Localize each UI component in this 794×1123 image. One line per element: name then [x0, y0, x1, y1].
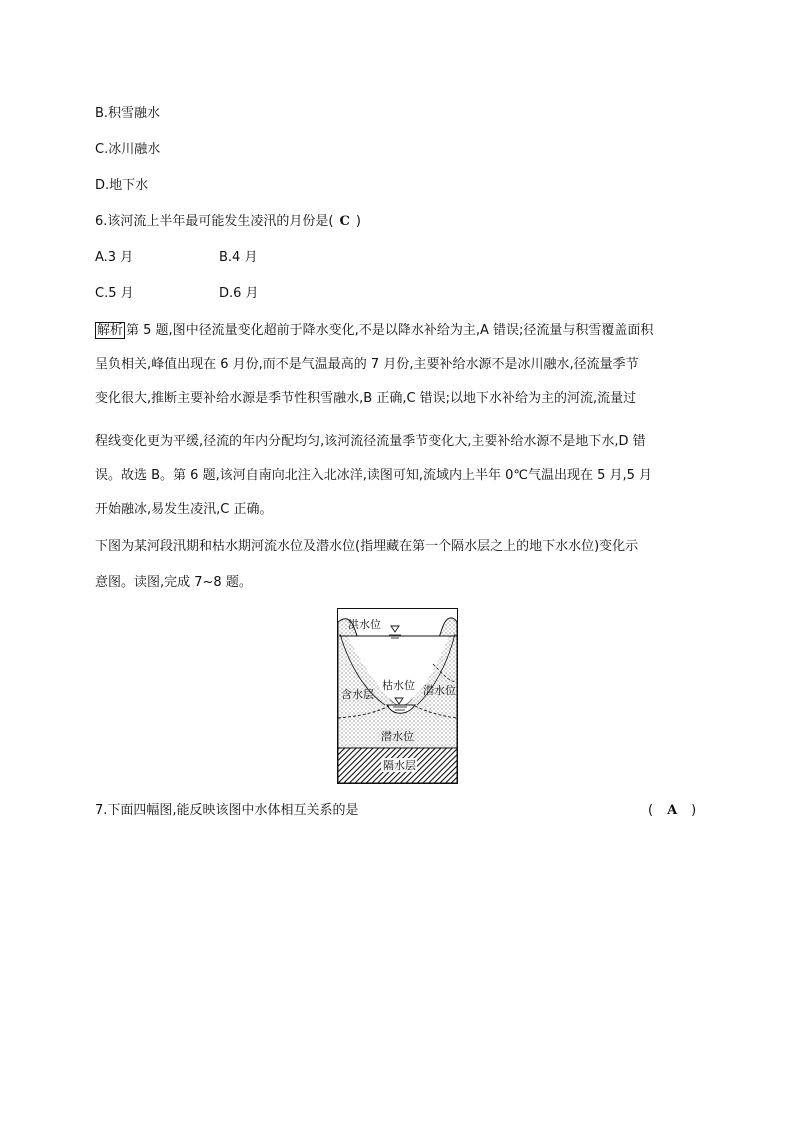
question-6-text: 6.该河流上半年最可能发生凌汛的月份是(: [95, 214, 334, 229]
option-q6-c: C.5 月: [95, 286, 134, 301]
question-7-open-paren: (: [648, 803, 654, 818]
question-6-stem: [95, 212, 361, 232]
label-phreatic-bottom: 潜水位: [381, 730, 414, 743]
analysis-line-4: 程线变化更为平缓,径流的年内分配均匀,该河流径流量季节变化大,主要补给水源不是地下水,D 错: [95, 434, 646, 449]
question-7-stem: 7.下面四幅图,能反映该图中水体相互关系的是: [95, 803, 359, 818]
analysis-line-5: 误。故选 B。第 6 题,该河自南向北注入北冰洋,读图可知,流域内上半年 0℃气温出现在 5 月,5 月: [95, 468, 653, 483]
question-7-answer: A: [667, 803, 678, 818]
analysis-tag: 解析: [97, 323, 124, 338]
question-6-answer: C: [339, 214, 350, 229]
intro-line-2: 意图。读图,完成 7~8 题。: [95, 575, 252, 590]
option-q5-b: B.积雪融水: [95, 106, 161, 121]
label-aquifer: 含水层: [341, 688, 374, 701]
option-q6-a: A.3 月: [95, 250, 134, 265]
label-flood-level: 洪水位: [348, 618, 381, 631]
river-cross-section-diagram: [337, 608, 458, 784]
label-aquiclude: 隔水层: [383, 759, 416, 772]
question-6-close-paren: ): [355, 214, 361, 229]
option-q6-b: B.4 月: [219, 250, 258, 265]
question-7-close-paren: ): [691, 803, 697, 818]
option-q5-c: C.冰川融水: [95, 142, 161, 157]
option-q6-d: D.6 月: [219, 286, 259, 301]
analysis-line-1: [95, 321, 653, 341]
option-q5-d: D.地下水: [95, 178, 149, 193]
label-low-level: 枯水位: [382, 679, 415, 692]
label-phreatic-right: 潜水位: [423, 684, 456, 697]
analysis-text-1: 第 5 题,图中径流量变化超前于降水变化,不是以降水补给为主,A 错误;径流量与积雪覆盖面积: [126, 323, 654, 338]
intro-line-1: 下图为某河段汛期和枯水期河流水位及潜水位(指埋藏在第一个隔水层之上的地下水水位)变化示: [95, 539, 639, 554]
analysis-line-6: 开始融冰,易发生凌汛,C 正确。: [95, 502, 273, 517]
analysis-line-2: 呈负相关,峰值出现在 6 月份,而不是气温最高的 7 月份,主要补给水源不是冰川融水,径流量季节: [95, 357, 639, 372]
question-7-answer-block: [648, 801, 696, 821]
analysis-line-3: 变化很大,推断主要补给水源是季节性积雪融水,B 正确,C 错误;以地下水补给为主的河流,流量过: [95, 391, 637, 406]
